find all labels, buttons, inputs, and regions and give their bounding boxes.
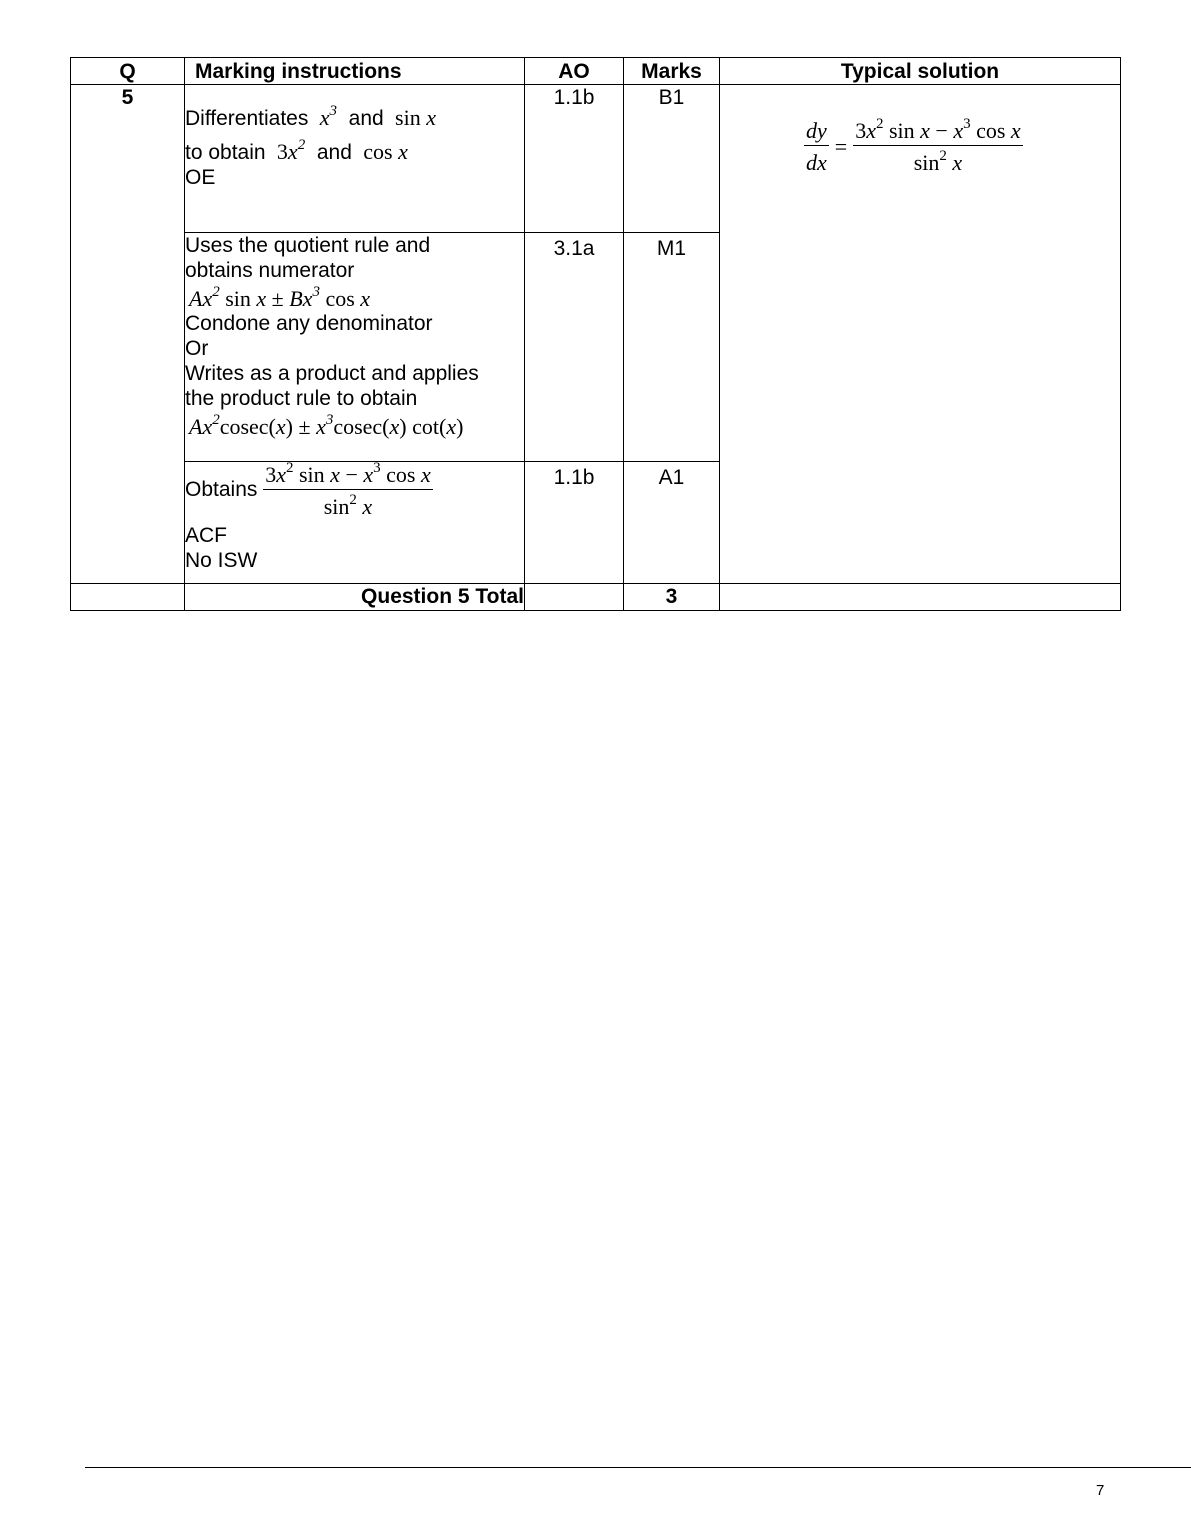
instr-line: Writes as a product and applies: [185, 362, 479, 385]
solution-formula: $\frac{dy}{dx}$ = $\frac{3x^2 \sin x - x^3 \cos x}{\sin^2 x}$: [806, 115, 1021, 175]
header-q: Q: [71, 58, 185, 85]
math-numerator: Ax$^2$ $\sin x \pm Bx^3$ cos x: [189, 283, 371, 311]
instruction-a1: [185, 459, 525, 584]
total-value: 3: [624, 584, 720, 611]
footer-rule: [85, 1467, 1191, 1468]
question-number: 5: [71, 85, 185, 584]
instr-and-2: and: [316, 141, 352, 164]
math-3x-squared: $3x^2$: [276, 136, 306, 164]
instr-line: Uses the quotient rule and: [185, 234, 431, 257]
instr-and: and: [348, 107, 384, 130]
final-fraction: $\frac{3x^2 \sin x - x^3 \cos x}{\sin^2 x}$: [265, 459, 431, 519]
page-number: 7: [1096, 1482, 1105, 1499]
instr-obtains: Obtains: [185, 478, 258, 502]
ao-cell: 3.1a: [525, 233, 624, 462]
mark-cell: M1: [624, 233, 720, 462]
mark-cell: A1: [624, 462, 720, 584]
table-row: [71, 85, 1121, 233]
instr-acf: ACF: [185, 524, 227, 547]
header-ao: AO: [525, 58, 624, 85]
instr-line: Or: [185, 337, 209, 360]
header-marks: Marks: [624, 58, 720, 85]
total-empty-solution: [720, 584, 1121, 611]
total-empty-ao: [525, 584, 624, 611]
mark-cell: B1: [624, 85, 720, 233]
math-product-rule: $Ax^2cosec(x) \pm x^3cosec(x)$ cot(x): [189, 411, 464, 439]
mark-scheme-table: [70, 57, 1121, 611]
ao-cell: 1.1b: [525, 462, 624, 584]
instr-text: Differentiates: [185, 107, 309, 130]
math-sin-x: sin x: [395, 105, 436, 130]
typical-solution-cell: [720, 85, 1121, 584]
total-label: Question 5 Total: [185, 584, 525, 611]
instr-oe: OE: [185, 166, 216, 189]
instruction-m1: [185, 233, 525, 462]
total-row: [71, 584, 1121, 611]
instr-to-obtain: to obtain: [185, 141, 266, 164]
math-x-cubed: $x^3$: [314, 102, 337, 130]
instr-no-isw: No ISW: [185, 549, 258, 572]
header-typical-solution: Typical solution: [720, 58, 1121, 85]
total-empty-q: [71, 584, 185, 611]
instr-line: Condone any denominator: [185, 312, 433, 335]
instr-line: obtains numerator: [185, 259, 355, 282]
instr-line: the product rule to obtain: [185, 387, 418, 410]
ao-cell: 1.1b: [525, 85, 624, 233]
header-marking-instructions: Marking instructions: [185, 58, 525, 85]
math-cos-x: cos x: [363, 139, 408, 164]
instruction-b1: [185, 85, 525, 233]
dy-dx-fraction: $\frac{dy}{dx}$: [806, 118, 827, 175]
header-row: [71, 58, 1121, 85]
quotient-fraction: $\frac{3x^2 \sin x - x^3 \cos x}{\sin^2 x}$: [855, 115, 1021, 175]
